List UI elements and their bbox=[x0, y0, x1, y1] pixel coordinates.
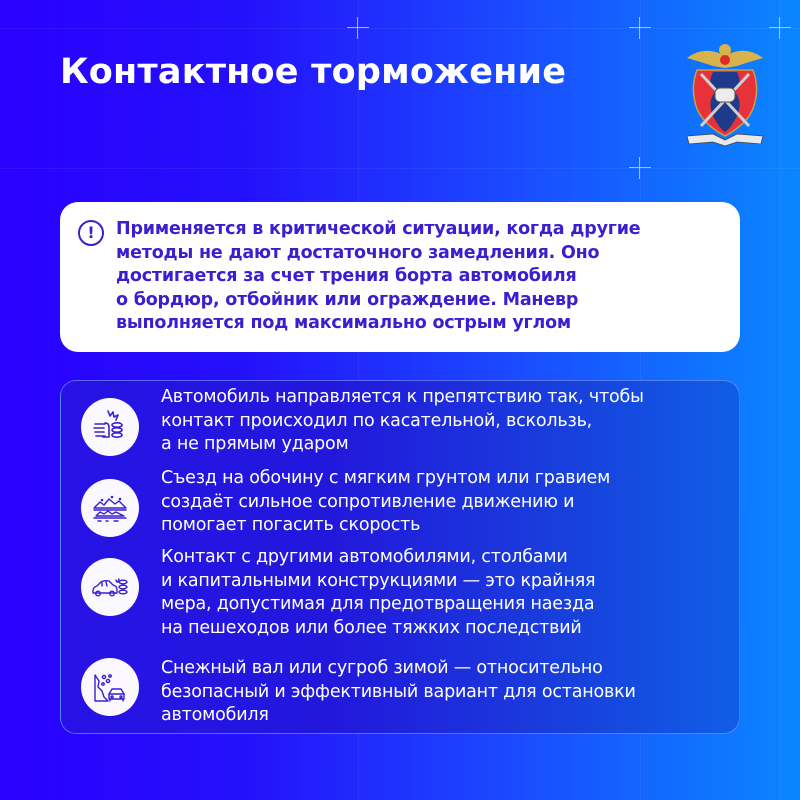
background-grid-line bbox=[780, 0, 781, 800]
gravel-roadside-icon bbox=[81, 479, 139, 537]
car-collision-icon bbox=[81, 558, 139, 616]
background-grid-line bbox=[0, 168, 800, 169]
item-line: Снежный вал или сугроб зимой — относительно bbox=[161, 658, 603, 678]
background-grid-line bbox=[0, 28, 800, 29]
alert-line: достигается за счет трения борта автомобиля bbox=[116, 266, 577, 287]
item-line: Автомобиль направляется к препятствию так, чтобы bbox=[161, 387, 644, 407]
plus-decoration-icon bbox=[629, 157, 651, 179]
item-text bbox=[161, 546, 595, 640]
item-line: на пешеходов или более тяжких последствий bbox=[161, 617, 582, 638]
alert-line: Применяется в критической ситуации, когда другие bbox=[116, 219, 641, 239]
alert-line: методы не дают достаточного замедления. Оно bbox=[116, 242, 600, 263]
item-line: Контакт с другими автомобилями, столбами bbox=[161, 547, 568, 567]
item-line: и капитальными конструкциями — это крайняя bbox=[161, 570, 596, 591]
alert-line: о бордюр, отбойник или ограждение. Маневр bbox=[116, 289, 579, 310]
item-line: Съезд на обочину с мягким грунтом или гравием bbox=[161, 468, 611, 488]
item-line: безопасный и эффективный вариант для остановки bbox=[161, 681, 636, 702]
item-line: мера, допустимая для предотвращения наезда bbox=[161, 594, 595, 615]
item-line: контакт происходил по касательной, вскользь, bbox=[161, 410, 593, 431]
snowbank-car-icon bbox=[81, 658, 139, 716]
plus-decoration-icon bbox=[347, 17, 369, 39]
car-hitting-barrier-icon bbox=[81, 398, 139, 456]
alert-text bbox=[116, 218, 720, 336]
traffic-police-emblem-icon bbox=[683, 36, 767, 148]
exclamation-circle-icon: ! bbox=[78, 220, 104, 246]
item-text bbox=[161, 386, 644, 457]
plus-decoration-icon bbox=[769, 17, 791, 39]
item-line: а не прямым ударом bbox=[161, 434, 349, 455]
item-text bbox=[161, 467, 610, 538]
methods-list-panel bbox=[60, 380, 740, 734]
plus-decoration-icon bbox=[629, 17, 651, 39]
page-title: Контактное торможение bbox=[60, 52, 567, 92]
alert-line: выполняется под максимально острым углом bbox=[116, 313, 572, 334]
item-line: создаёт сильное сопротивление движению и bbox=[161, 491, 575, 512]
item-text bbox=[161, 657, 636, 728]
item-line: автомобиля bbox=[161, 705, 269, 726]
item-line: помогает погасить скорость bbox=[161, 515, 421, 536]
alert-card bbox=[60, 202, 740, 352]
